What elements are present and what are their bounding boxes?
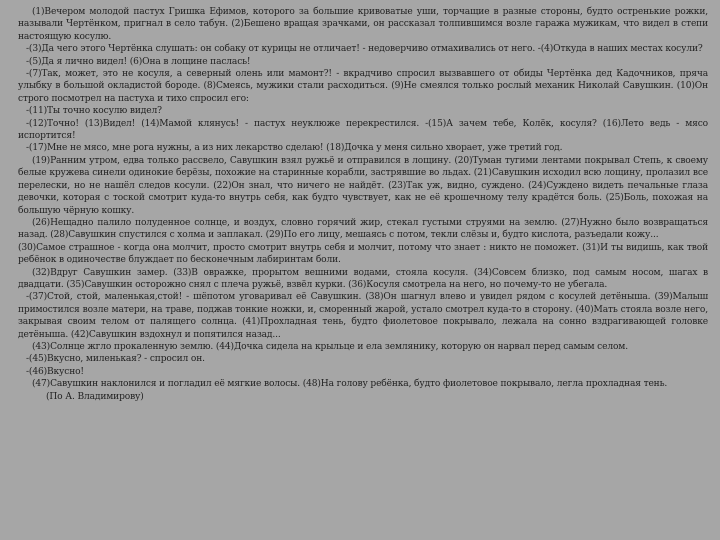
- paragraph: -(7)Так, может, это не косуля, а северный олень или мамонт?! - вкрадчиво спросил вызвавшего от обиды Чертёнка дед Кадочников, пряча улыбку в большой окладистой бороде. (8)Смеясь, мужики стали расходиться. (9)Не смеялся только рослый механик Николай Савушкин. (10)Он строго посмотрел на пастуха и тихо спросил его:: [18, 69, 708, 104]
- paragraph: (26)Нещадно палило полуденное солнце, и воздух, словно горячий жир, стекал густыми струями на землю. (27)Нужно было возвращаться назад. (28)Савушкин спустился с холма и заплакал. (29)По его лицу, мешаясь с потом, текли слёзы и, будто кислота, разъедали кожу...: [18, 217, 708, 241]
- paragraph: (30)Самое страшное - когда она молчит, просто смотрит внутрь себя и молчит, потому что знает : никто не поможет. (31)И ты видишь, как твой ребёнок в одиночестве блуждает по бесконечным лабиринтам боли.: [18, 242, 708, 266]
- paragraph-text: (47)Савушкин наклонился и погладил её мягкие волосы. (48)На голову ребёнка, будто фиолетовое покрывало, легла прохладная тень.: [32, 379, 668, 390]
- paragraph: -(46)Вкусно!: [26, 366, 84, 377]
- paragraph: -(45)Вкусно, миленькая? - спросил он.: [26, 354, 205, 365]
- paragraph: (32)Вдруг Савушкин замер. (33)В овражке, прорытом вешними водами, стояла косуля. (34)Совсем близко, под самым носом, шагах в двадцати. (35)Савушкин осторожно снял с плеча ружьё, взвёл курки. (36)Косуля смотрела на него, но почему-то не убегала.: [18, 267, 708, 290]
- paragraph: (1)Вечером молодой пастух Гришка Ефимов, которого за большие кривоватые уши, торчащие в разные стороны, будто остренькие рожки, называли Чертёнком, пригнал в село табун. (2)Бешено вращая зрачками, он рассказал толпившимся возле гаража мужикам, что видел в степи настоящую косулю.: [18, 7, 708, 42]
- paragraph: -(5)Да я лично видел! (6)Она в лощине паслась!: [26, 56, 251, 67]
- paragraph: (43)Солнце жгло прокаленную землю. (44)Дочка сидела на крыльце и ела землянику, которую он нарвал перед самым селом.: [32, 341, 628, 352]
- paragraph: (19)Ранним утром, едва только рассвело, Савушкин взял ружьё и отправился в лощину. (20)Туман тугими лентами покрывал Степь, к своему белые кружева синели одинокие берёзы, похожие на старинные корабли, застрявшие во льдах. (21)Савушкин исходил всю лощину, пролазил все перелески, но не нашёл следов косули. (22)Он знал, что ничего не найдёт. (23)Так уж, видно, суждено. (24)Суждено видеть печальные глаза девочки, которая с тоской смотрит куда-то внутрь себя, как будто чувствует, как не её крошечному телу крадётся боль. (25)Боль, похожая на большую чёрную кошку.: [18, 155, 708, 216]
- closing-paragraph: [18, 378, 708, 403]
- paragraph: -(11)Ты точно косулю видел?: [26, 106, 162, 117]
- author-signature: (По А. Владимирову): [46, 391, 144, 402]
- paragraph: -(12)Точно! (13)Видел! (14)Мамой клянусь! - пастух неуклюже перекрестился. -(15)А зачем тебе, Колёк, косуля? (16)Лето ведь - мясо испортится!: [18, 118, 708, 142]
- paragraph: -(37)Стой, стой, маленькая,стой! - шёпотом уговаривал её Савушкин. (38)Он шагнул влево и увидел рядом с косулей детёныша. (39)Малыш примостился возле матери, на траве, поджав тонкие ножки, и, сморенный жарой, устало смотрел куда-то в сторону. (40)Мать стояла возле него, закрывая своим телом от палящего солнца. (41)Прохладная тень, будто фиолетовое покрывало, лежала на сонно вздрагивающей головке детёныша. (42)Савушкин вздохнул и попятился назад...: [18, 292, 708, 340]
- paragraph: -(17)Мне не мясо, мне рога нужны, а из них лекарство сделаю! (18)Дочка у меня сильно хворает, уже третий год.: [26, 143, 563, 154]
- paragraph: -(3)Да чего этого Чертёнка слушать: он собаку от курицы не отличает! - недоверчиво отмахивались от него. -(4)Откуда в наших местах косули?: [26, 44, 703, 55]
